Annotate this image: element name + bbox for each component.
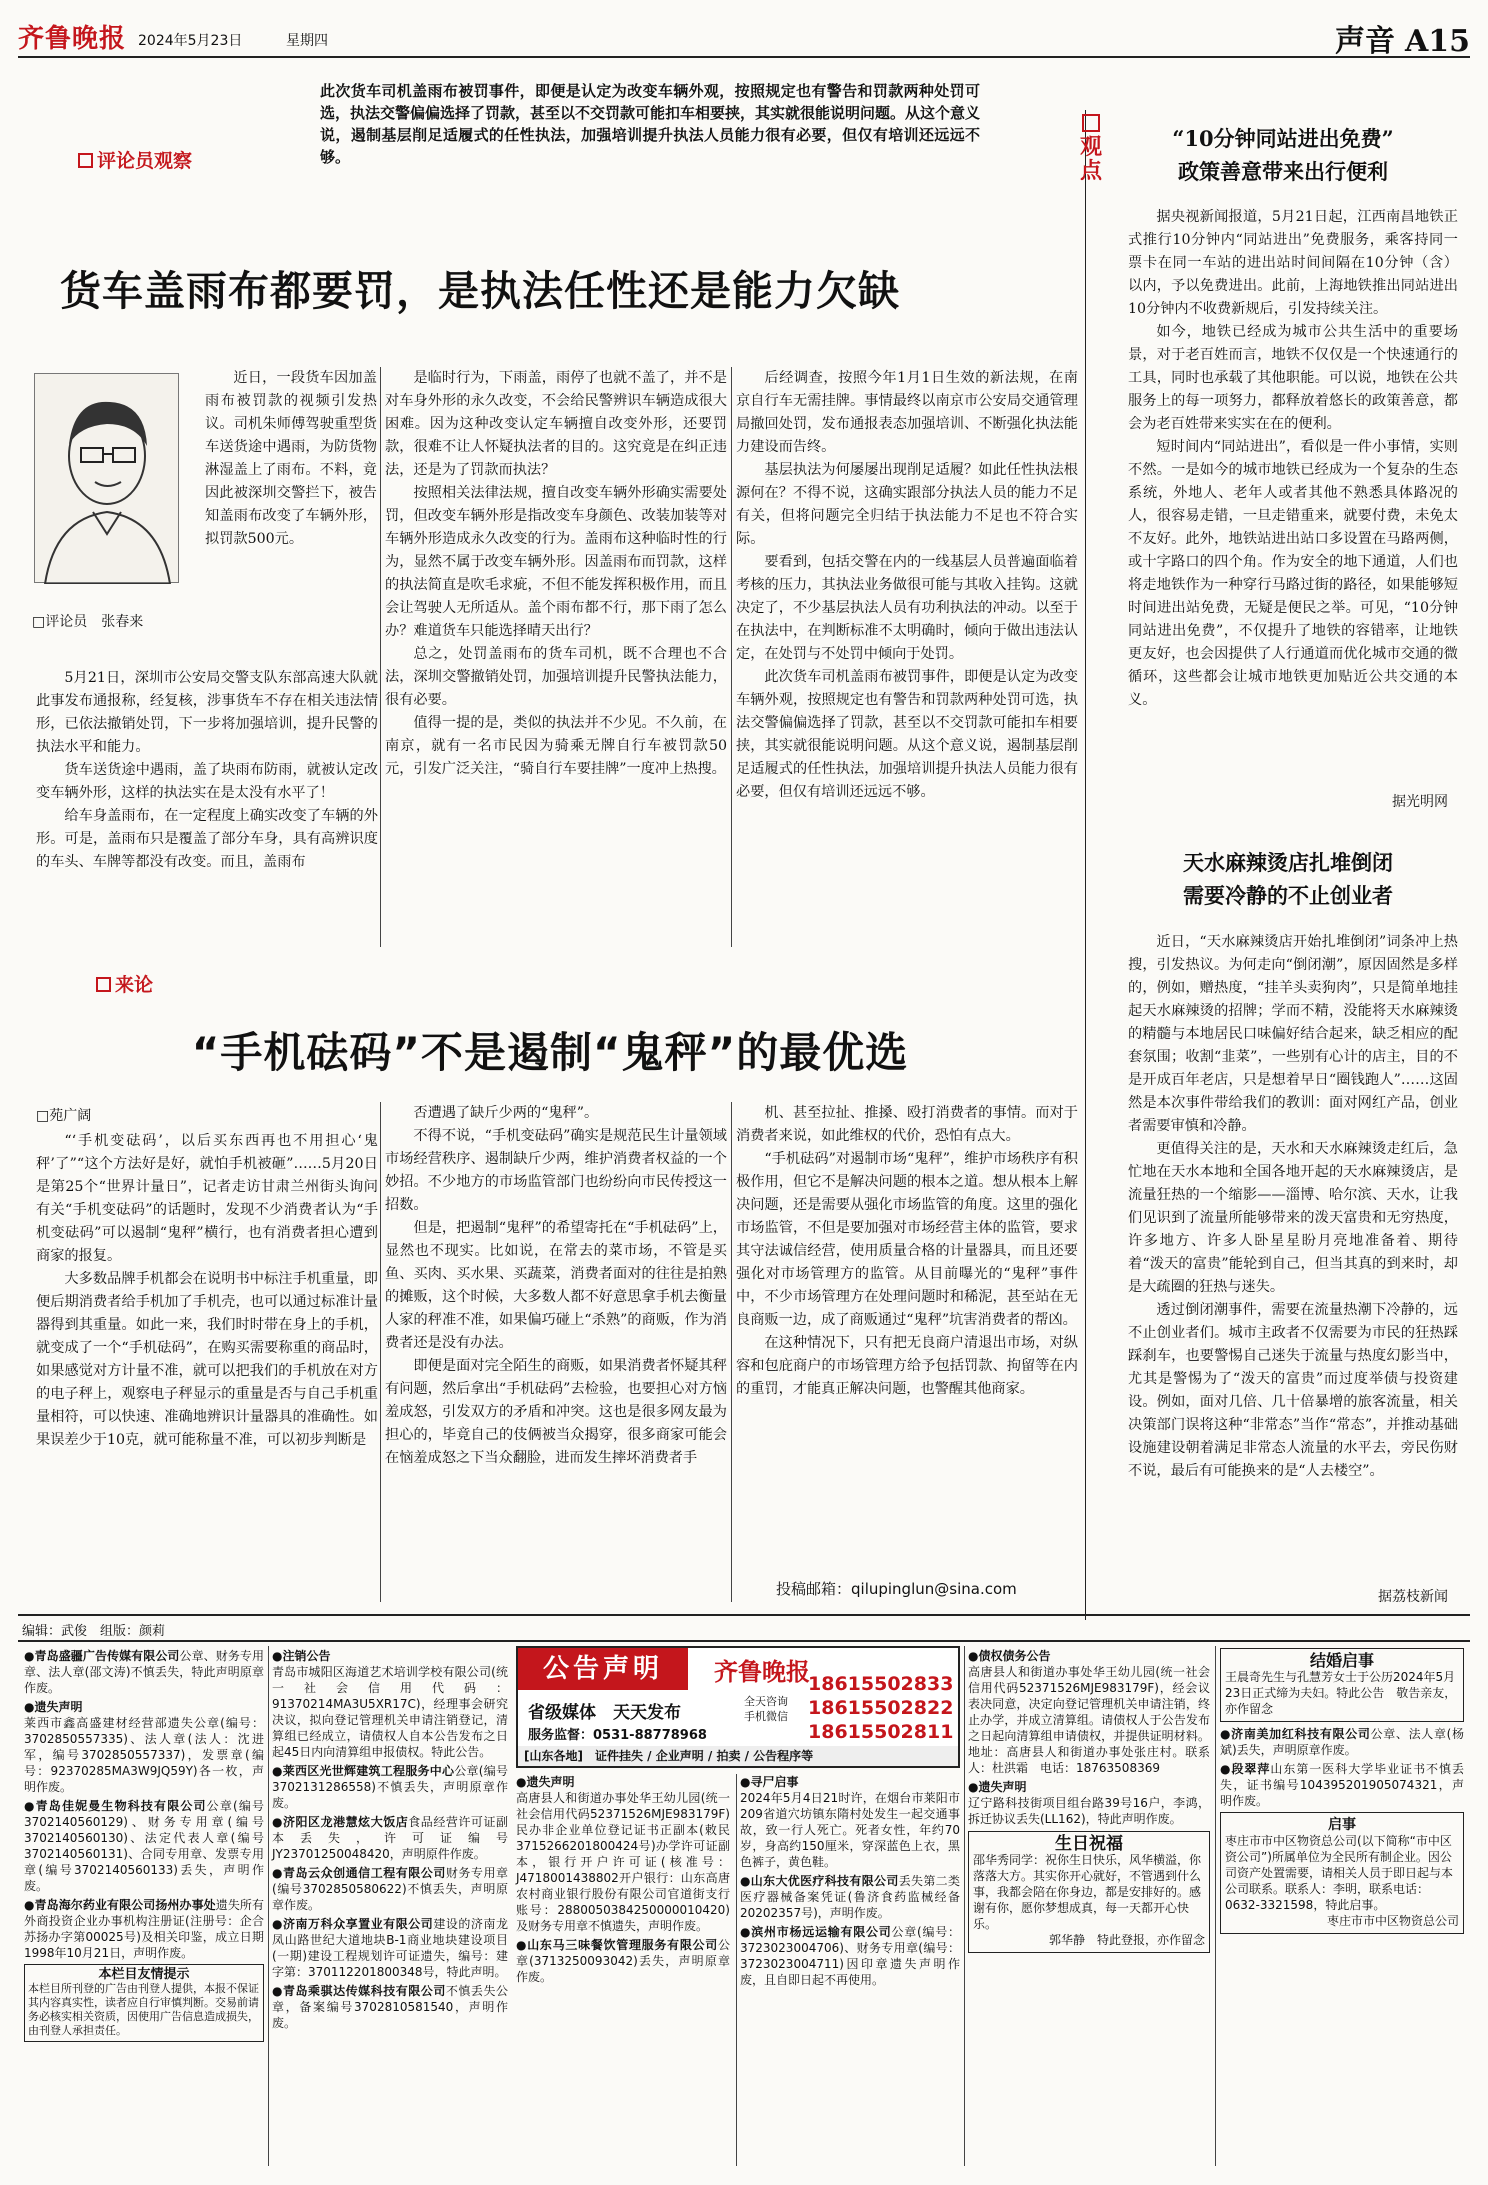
ads-col2: ●注销公告 青岛市城阳区海道艺术培训学校有限公司(统一社会信用代码：91370214MA3U5XR17C)，经理事会研究决议，拟向登记管理机关申请注销登记，清算组已经成立，请债权人自本公告发布之日起45日内向清算组申报债权。特此公告。 ●莱西区光世辉建筑工程服务中心公章(编号3702131286558)不慎丢失，声明原章作废。 ●济阳区龙港慧炫大饭店食品经营许可证副本丢失，许可证编号JY23701250048420，声明原件作废。 ●青岛云众创通信工程有限公司财务专用章(编号3702850580622)不慎丢失，声明原章作废。 ●济南万科众享置业有限公司建设的济南龙凤山路世纪大道地块B-1商业地块建设项目(一期)建设工程规划许可证遗失，编号：建字第：370112201800348号，特此声明。 ●青岛乘骐达传媒科技有限公司不慎丢失公章，备案编号3702810581540，声明作废。	[272, 1649, 508, 2030]
issue-date: 2024年5月23日	[138, 33, 243, 49]
banner-consult: 全天咨询 手机微信	[744, 1695, 788, 1723]
phone-number[interactable]: 18615502822	[808, 1697, 954, 1719]
phone-number[interactable]: 18615502833	[808, 1673, 954, 1695]
phone-number[interactable]: 18615502811	[808, 1721, 954, 1743]
banner-title: 公告声明	[518, 1648, 688, 1690]
side-b-title: 天水麻辣烫店扎堆倒闭 需要冷静的不止创业者	[1183, 850, 1393, 908]
article2-col2: 否遭遇了缺斤少两的“鬼秤”。 不得不说，“手机变砝码”确实是规范民生计量领域市场经营秩序、遏制缺斤少两，维护消费者权益的一个妙招。不少地方的市场监管部门也纷纷向市民传授这一招数。 但是，把遏制“鬼秤”的希望寄托在“手机砝码”上，显然也不现实。比如说，在常去的菜市场，不管是买鱼、买肉、买水果、买蔬菜，消费者面对的往往是拍熟的摊贩，这个时候，大多数人都不好意思拿手机去衡量人家的秤准不准，如果偏巧碰上“杀熟”的商贩，作为消费者还是没有办法。 即便是面对完全陌生的商贩，如果消费者怀疑其秤有问题，然后拿出“手机砝码”去检验，也要担心对方恼羞成怒，引发双方的矛盾和冲突。这也是很多网友最为担心的，毕竟自己的伎俩被当众揭穿，很多商家可能会在恼羞成怒之下当众翻脸，进而发生摔坏消费者手	[385, 1105, 727, 1466]
wedding-box: 结婚启事 王晨奇先生与孔慧芳女士于公历2024年5月23日正式缔为夫妇。特此公告 敬告亲友，亦作留念	[1220, 1648, 1464, 1722]
article2-author: □苑广阔	[36, 1108, 92, 1124]
footer-rule	[18, 1614, 1470, 1616]
article1-tag: 评论员观察	[78, 146, 192, 173]
article2-col1: “‘手机变砝码’，以后买东西再也不用担心‘鬼秤’了”“这个方法好是好，就怕手机被砸”……5月20日是第25个“世界计量日”，记者走访甘肃兰州街头询问有关“手机变砝码”的话题时，发现不少消费者认为“手机变砝码”可以遏制“鬼秤”横行，也有消费者担心遭到商家的报复。 大多数品牌手机都会在说明书中标注手机重量，即便后期消费者给手机加了手机壳，也可以通过标准计量器得到其重量。如此一来，我们时时带在身上的手机，就变成了一个“手机砝码”，在购买需要称重的商品时，如果感觉对方计量不准，就可以把我们的手机放在对方的电子秤上，观察电子秤显示的重量是否与自己手机重量相符，可以快速、准确地辨识计量器具的准确性。如果误差少于10克，就可能称量不准，可以初步判断是	[36, 1133, 378, 1448]
page-header	[18, 14, 1470, 58]
article2-title: “手机砝码”不是遏制“鬼秤”的最优选	[191, 1028, 909, 1077]
article1-author: □评论员 张春来	[32, 614, 144, 630]
section-name: 声音	[1334, 24, 1395, 59]
ads-top-rule	[18, 1640, 1470, 1642]
editor-credits: 编辑：武俊 组版：颜莉	[22, 1624, 166, 1639]
column-divider	[380, 1102, 381, 1602]
author-portrait-icon	[35, 374, 180, 584]
article1-lead: 此次货车司机盖雨布被罚事件，即便是认定为改变车辆外观，按照规定也有警告和罚款两种处罚可选，执法交警偏偏选择了罚款，甚至以不交罚款可能扣车相要挟，其实就很能说明问题。从这个意义说，遏制基层削足适履式的任性执法，加强培训提升执法人员能力很有必要，但仅有培训还远远不够。	[320, 82, 981, 166]
column-divider	[731, 367, 732, 947]
ads-col3: ●遗失声明 高唐县人和街道办事处华王幼儿园(统一社会信用代码52371526MJE983179F)民办非企业单位登记证书正副本(敕民3715266201800424号)办学许可证副本，银行开户许可证(核准号：J4718001438802开户银行：山东高唐农村商业银行股份有限公司官道街支行账号：2880050384250000010420)及财务专用章不慎遗失，声明作废。 ●山东马三味餐饮管理服务有限公司公章(3713250093042)丢失，声明原章作废。	[516, 1775, 730, 1984]
column-divider	[731, 1102, 732, 1602]
ads-col6: 结婚启事 王晨奇先生与孔慧芳女士于公历2024年5月23日正式缔为夫妇。特此公告 敬告亲友，亦作留念 ●济南美加红科技有限公司公章、法人章(杨斌)丢失，声明原章作废。 ●段翠萍山东第一医科大学毕业证书不慎丢失，证书编号104395201905074321，声明作废。 启事 枣庄市市中区物资总公司(以下简称“市中区资公司”)所属单位为全民所有制企业。因公司资产处置需要，请相关人员于即日起与本公司联系。联系人：李明，联系电话：0632-3321598，特此启事。 枣庄市市中区物资总公司	[1220, 1648, 1464, 1934]
article2-col3: 机、甚至拉扯、推搡、殴打消费者的事情。而对于消费者来说，如此维权的代价，恐怕有点大。 “手机砝码”对遏制市场“鬼秤”，维护市场秩序有积极作用，但它不是解决问题的根本之道。想从根本上解决问题，还是需要从强化市场监管的角度。这里的强化市场监管，不但是要加强对市场经营主体的监管，要求其守法诚信经营，使用质量合格的计量器具，而且还要强化对市场管理方的监管。从目前曝光的“鬼秤”事件中，不少市场管理方在处理问题时和稀泥，甚至站在无良商贩一边，成了商贩通过“鬼秤”坑害消费者的帮凶。 在这种情况下，只有把无良商户清退出市场，对纵容和包庇商户的市场管理方给予包括罚款、拘留等在内的重罚，才能真正解决问题，也警醒其他商家。	[736, 1105, 1078, 1397]
article1-col3: 后经调查，按照今年1月1日生效的新法规，在南京自行车无需挂牌。事情最终以南京市公安局交通管理局撤回处罚，发布通报表态加强培训、不断强化执法能力建设而告终。 基层执法为何屡屡出现削足适履？如此任性执法根源何在？不得不说，这确实跟部分执法人员的能力不足有关，但将问题完全归结于执法能力不足也不符合实际。 要看到，包括交警在内的一线基层人员普遍面临着考核的压力，其执法业务做很可能与其收入挂钩。这就决定了，不少基层执法人员有功利执法的冲动。以至于在执法中，在判断标准不太明确时，倾向于做出违法认定，在处罚与不处罚中倾向于处罚。 此次货车司机盖雨布被罚事件，即便是认定为改变车辆外观，按照规定也有警告和罚款两种处罚可选，执法交警偏偏选择了罚款，甚至以不交罚款可能扣车相要挟，其实就很能说明问题。从这个意义说，遏制基层削足适履式的任性执法，加强培训提升执法人员能力很有必要，但仅有培训还远远不够。	[736, 370, 1078, 800]
ads-col4: ●寻尸启事 2024年5月4日21时许，在烟台市莱阳市209省道穴坊镇东隋村处发生一起交通事故，致一行人死亡。死者女性，年约70岁，身高约150厘米，穿深蓝色上衣，黑色裤子，黄色鞋。 ●山东大优医疗科技有限公司丢失第二类医疗器械备案凭证(鲁济食药监械经备20202357号)，声明作废。 ●滨州市杨远运输有限公司公章(编号：3723023004706)、财务专用章(编号：3723023004711)因印章遗失声明作废，且自即日起不再使用。	[740, 1775, 960, 1987]
article1-col1b: 5月21日，深圳市公安局交警支队东部高速大队就此事发布通报称，经复核，涉事货车不存在相关违法情形，已依法撤销处罚，下一步将加强培训，提升民警的执法水平和能力。 货车送货途中遇雨，盖了块雨布防雨，就被认定改变车辆外形，这样的执法实在是太没有水平了！ 给车身盖雨布，在一定程度上确实改变了车辆的外形。可是，盖雨布只是覆盖了部分车身，具有高辨识度的车头、车牌等都没有改变。而且，盖雨布	[36, 670, 378, 870]
article2-tag: 来论	[96, 970, 153, 997]
side-b-body: 近日，“天水麻辣烫店开始扎堆倒闭”词条冲上热搜，引发热议。为何走向“倒闭潮”，原因固然是多样的，例如，赠热度，“挂羊头卖狗肉”，只是简单地挂起天水麻辣烫的招牌；学而不精，没能将天水麻辣烫的精髓与本地居民口味偏好结合起来，缺乏相应的配套氛围；收割“韭菜”，一些别有心计的店主，目的不是开成百年老店，只是想着早日“圈钱跑人”……这固然是本次事件带给我们的教训：面对网红产品，创业者需要审慎和冷静。 更值得关注的是，天水和天水麻辣烫走红后，急忙地在天水本地和全国各地开起的天水麻辣烫店，是流量狂热的一个缩影——淄博、哈尔滨、天水，让我们见识到了流量所能够带来的泼天富贵和无穷热度，许多地方、许多人卧星星盼月亮地准备着、期待着“泼天的富贵”能轮到自己，但当其真的到来时，却是大疏圈的狂热与迷失。 透过倒闭潮事件，需要在流量热潮下冷静的，远不止创业者们。城市主政者不仅需要为市民的狂热踩踩刹车，也要警惕自己迷失于流量与热度幻影当中，尤其是警惕为了“泼天的富贵”而过度举债与投资建设。例如，面对几倍、几十倍暴增的旅客流量，相关决策部门误将这种“非常态”当作“常态”，并推动基础设施建设朝着满足非常态人流量的水平去，旁民伤财不说，最后有可能换来的是“人去楼空”。	[1128, 934, 1458, 1479]
tag-box-icon	[78, 153, 93, 168]
banner-phones	[808, 1672, 953, 1744]
side-a-source: 据光明网	[1392, 794, 1448, 810]
submission-email[interactable]: 投稿邮箱：qilupinglun@sina.com	[776, 1580, 1017, 1598]
ad-banner	[516, 1646, 960, 1768]
ad-divider	[964, 1646, 965, 2166]
side-tag: 观 点	[1078, 114, 1104, 184]
section-label	[1335, 16, 1470, 60]
side-a-title: “10分钟同站进出免费” 政策善意带来出行便利	[1172, 126, 1394, 184]
ad-divider	[268, 1646, 269, 2166]
banner-hotline: 服务监督：0531-88778968	[528, 1728, 707, 1743]
ads-col5: ●债权债务公告 高唐县人和街道办事处华王幼儿园(统一社会信用代码52371526MJE983179F)，经会议表决同意，决定向登记管理机关申请注销，终止办学，并成立清算组。请债权人于公告发布之日起向清算组申请债权，并提供证明材料。地址：高唐县人和街道办事处张庄村。联系人：杜洪霜 电话：18763508369 ●遗失声明 辽宁路科技街项目组台路39号16户，李鸿，拆迁协议丢失(LL162)，特此声明作废。 生日祝福 邵华秀同学：祝你生日快乐，风华横溢，你落落大方。其实你开心就好，不管遇到什么事，我都会陪在你身边，都是安排好的。感谢有你，愿你梦想成真，每一天都开心快乐。 郭华静 特此登报，亦作留念	[968, 1648, 1210, 1953]
ad-divider	[736, 1774, 737, 2166]
notice-box: 启事 枣庄市市中区物资总公司(以下简称“市中区资公司”)所属单位为全民所有制企业。因公司资产处置需要，请相关人员于即日起与本公司联系。联系人：李明，联系电话：0632-3321598，特此启事。 枣庄市市中区物资总公司	[1220, 1812, 1464, 1934]
issue-weekday: 星期四	[286, 33, 328, 49]
ad-divider	[1215, 1646, 1216, 2166]
ads-col1: ●青岛盛疆广告传媒有限公司公章、财务专用章、法人章(邵文涛)不慎丢失，特此声明原章作废。 ●遗失声明 莱西市鑫高盛建材经营部遗失公章(编号：3702850557335)、法人章(法人：沈进军，编号3702850557337)，发票章(编号：92370285MA3W9JQ59Y)各一枚，声明作废。 ●青岛佳妮曼生物科技有限公司公章(编号3702140560129)、财务专用章(编号3702140560130)、法定代表人章(编号3702140560131)、合同专用章、发票专用章(编号3702140560133)丢失，声明作废。 ●青岛海尔药业有限公司扬州办事处遗失所有外商投资企业办事机构注册证(注册号：企合苏扬办字第00025号)及相关印鉴，成立日期1998年10月21日，声明作废。 本栏目友情提示 本栏目所刊登的广告由刊登人提供，本报不保证其内容真实性，读者应自行审慎判断。交易前请务必核实相关资质，因使用广告信息造成损失，由刊登人承担责任。	[24, 1648, 264, 2042]
article1-col2: 是临时行为，下雨盖，雨停了也就不盖了，并不是对车身外形的永久改变，不会给民警辨识车辆造成很大困难。因为这种改变认定车辆擅自改变外形，还要罚款，很难不让人怀疑执法者的目的。这究竟是在纠正违法，还是为了罚款而执法？ 按照相关法律法规，擅自改变车辆外形确实需要处罚，但改变车辆外形是指改变车身颜色、改装加装等对车辆外形造成永久改变的行为。盖雨布这种临时性的行为，显然不属于改变车辆外形。因盖雨布而罚款，这样的执法简直是吹毛求疵，不但不能发挥积极作用，而且会让驾驶人无所适从。盖个雨布都不行，那下雨了怎么办？难道货车只能选择晴天出行？ 总之，处罚盖雨布的货车司机，既不合理也不合法，深圳交警撤销处罚，加强培训提升民警执法能力，很有必要。 值得一提的是，类似的执法并不少见。不久前，在南京，就有一名市民因为骑乘无牌自行车被罚款50元，引发广泛关注，“骑自行车要挂牌”一度冲上热搜。	[385, 370, 727, 777]
author-photo	[34, 373, 179, 583]
page-number: A15	[1404, 24, 1470, 59]
tag-box-icon	[96, 977, 111, 992]
tag-box-icon	[1082, 114, 1100, 132]
column-divider	[380, 367, 381, 947]
tip-box: 本栏目友情提示 本栏目所刊登的广告由刊登人提供，本报不保证其内容真实性，读者应自行审慎判断。交易前请务必核实相关资质，因使用广告信息造成损失，由刊登人承担责任。	[24, 1964, 264, 2042]
article1-col1a: 近日，一段货车因加盖雨布被罚款的视频引发热议。司机朱师傅驾驶重型货车送货途中遇雨，为防货物淋湿盖上了雨布。不料，竟因此被深圳交警拦下，被告知盖雨布改变了车辆外形，拟罚款500元。	[205, 370, 377, 547]
birthday-box: 生日祝福 邵华秀同学：祝你生日快乐，风华横溢，你落落大方。其实你开心就好，不管遇到什么事，我都会陪在你身边，都是安排好的。感谢有你，愿你梦想成真，每一天都开心快乐。 郭华静 特此登报，亦作留念	[968, 1831, 1210, 1953]
banner-masthead: 齐鲁晚报	[714, 1657, 810, 1686]
banner-services: [山东各地] 证件挂失 / 企业声明 / 拍卖 / 公告程序等	[518, 1746, 958, 1766]
side-column-divider	[1085, 110, 1086, 1620]
side-a-body: 据央视新闻报道，5月21日起，江西南昌地铁正式推行10分钟内“同站进出”免费服务，乘客持同一票卡在同一车站的进出站时间间隔在10分钟（含）以内，予以免费进出。此前，上海地铁推出同站进出10分钟内不收费新规后，引发持续关注。 如今，地铁已经成为城市公共生活中的重要场景，对于老百姓而言，地铁不仅仅是一个快速通行的工具，同时也承载了其他职能。可以说，地铁在公共服务上的每一项努力，都释放着悠长的政策善意，都会为老百姓带来实实在在的便利。 短时间内“同站进出”，看似是一件小事情，实则不然。一是如今的城市地铁已经成为一个复杂的生态系统，外地人、老年人或者其他不熟悉具体路况的人，很容易走错，一旦走错重来，就要付费，未免太不友好。此外，地铁站进出站口多设置在马路两侧，或十字路口的四个角。作为安全的地下通道，人们也将走地铁作为一种穿行马路过街的路径，如果能够短时间进出站免费，无疑是便民之举。可见，“10分钟同站进出免费”，不仅提升了地铁的容错率，让地铁更友好，也会因提供了人行通道而优化城市交通的微循环，这些都会让城市地铁更加贴近公共交通的本义。	[1128, 209, 1458, 708]
banner-slogan: 省级媒体 天天发布	[528, 1703, 681, 1723]
article1-title: 货车盖雨布都要罚，是执法任性还是能力欠缺	[60, 267, 900, 315]
side-b-source: 据荔枝新闻	[1378, 1589, 1448, 1605]
masthead: 齐鲁晚报	[18, 24, 127, 54]
